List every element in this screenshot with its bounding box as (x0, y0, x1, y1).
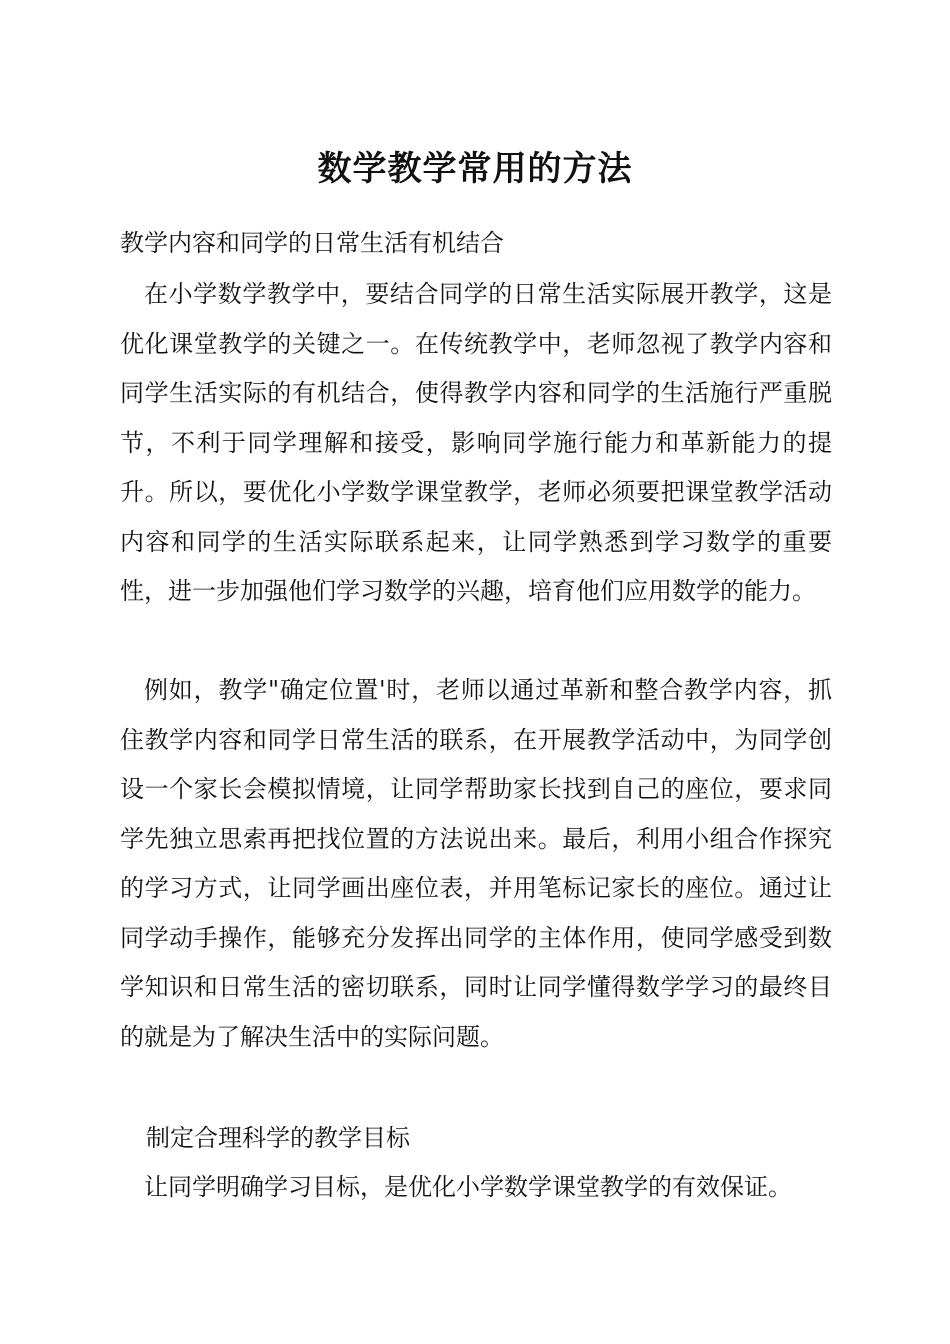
paragraph-1: 在小学数学教学中，要结合同学的日常生活实际展开教学，这是优化课堂教学的关键之一。在传统教学中，老师忽视了教学内容和同学生活实际的有机结合，使得教学内容和同学的生活施行严重脱节，不利于同学理解和接受，影响同学施行能力和革新能力的提升。所以，要优化小学数学课堂教学，老师必须要把课堂教学活动内容和同学的生活实际联系起来，让同学熟悉到学习数学的重要性，进一步加强他们学习数学的兴趣，培育他们应用数学的能力。 (120, 280, 832, 605)
document-title: 数学教学常用的方法 (317, 149, 633, 189)
section-heading-2: 制定合理科学的教学目标 (146, 1124, 410, 1152)
section-heading-1: 教学内容和同学的日常生活有机结合 (120, 229, 504, 257)
paragraph-2: 例如，教学"确定位置'时，老师以通过革新和整合教学内容，抓住教学内容和同学日常生活的联系，在开展教学活动中，为同学创设一个家长会模拟情境，让同学帮助家长找到自己的座位，要求同学先独立思索再把找位置的方法说出来。最后，利用小组合作探究的学习方式，让同学画出座位表，并用笔标记家长的座位。通过让同学动手操作，能够充分发挥出同学的主体作用，使同学感受到数学知识和日常生活的密切联系，同时让同学懂得数学学习的最终目的就是为了解决生活中的实际问题。 (120, 676, 832, 1051)
paragraph-3: 让同学明确学习目标，是优化小学数学课堂教学的有效保证。 (144, 1173, 792, 1201)
